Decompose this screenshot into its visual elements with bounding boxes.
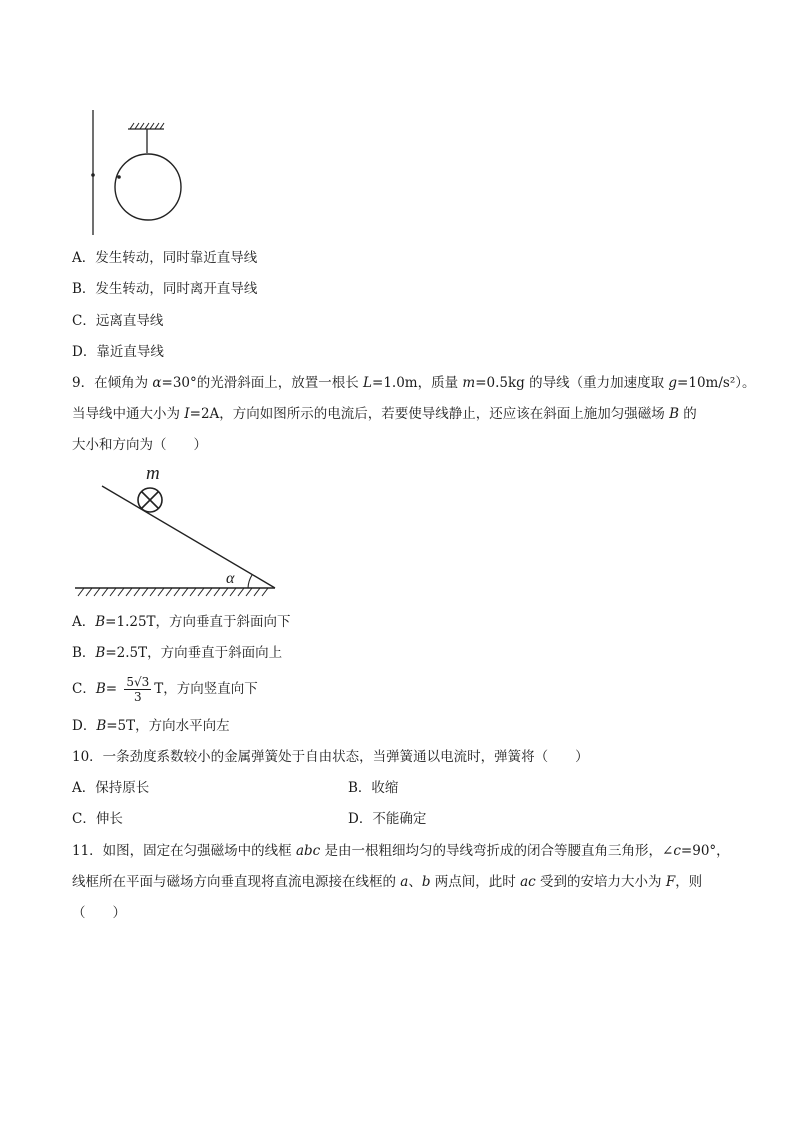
q9-option-b: B．B=2.5T，方向垂直于斜面向上 (72, 645, 283, 661)
q9-stem-line1: 9．在倾角为 α=30°的光滑斜面上，放置一根长 L=1.0m，质量 m=0.5kg 的导线（重力加速度取 g=10m/s²）。 (72, 375, 756, 391)
q10-option-a: A．保持原长 (72, 780, 150, 796)
q11-stem-line2: 线框所在平面与磁场方向垂直现将直流电源接在线框的 a、b 两点间，此时 ac 受到的安培力大小为 F，则 (72, 874, 703, 890)
q8-option-a: A．发生转动，同时靠近直导线 (72, 250, 258, 266)
q9-option-d: D．B=5T，方向水平向左 (72, 718, 230, 734)
q8-option-d: D．靠近直导线 (72, 344, 164, 360)
q10-option-b: B．收缩 (348, 780, 399, 796)
figure-mass-label: m (146, 463, 160, 484)
fraction-5root3-over-3: $\frac{5√3}{3}$ (126, 675, 150, 704)
incline-figure (70, 462, 290, 602)
q10-option-d: D．不能确定 (348, 811, 427, 827)
current-into-page-symbol (138, 488, 162, 512)
q9-option-c: C．B= $\frac{5√3}{3}$ T，方向竖直向下 (72, 675, 258, 704)
figure-angle-label: α (226, 570, 235, 587)
q9-option-a: A．B=1.25T，方向垂直于斜面向下 (72, 614, 291, 630)
q8-option-b: B．发生转动，同时离开直导线 (72, 281, 258, 297)
q9-stem-line2: 当导线中通大小为 I=2A，方向如图所示的电流后，若要使导线静止，还应该在斜面上施加匀强磁场 B 的 (72, 406, 697, 422)
q11-stem-line1: 11．如图，固定在匀强磁场中的线框 abc 是由一根粗细均匀的导线弯折成的闭合等腰直角三角形，∠c=90°， (72, 843, 730, 859)
q11-stem-line3: （ ） (72, 905, 126, 921)
q8-option-c: C．远离直导线 (72, 313, 164, 329)
wire-ring-figure (80, 105, 200, 245)
q10-option-c: C．伸长 (72, 811, 123, 827)
q10-stem: 10．一条劲度系数较小的金属弹簧处于自由状态，当弹簧通以电流时，弹簧将（ ） (72, 749, 589, 765)
q9-stem-line3: 大小和方向为（ ） (72, 437, 207, 453)
